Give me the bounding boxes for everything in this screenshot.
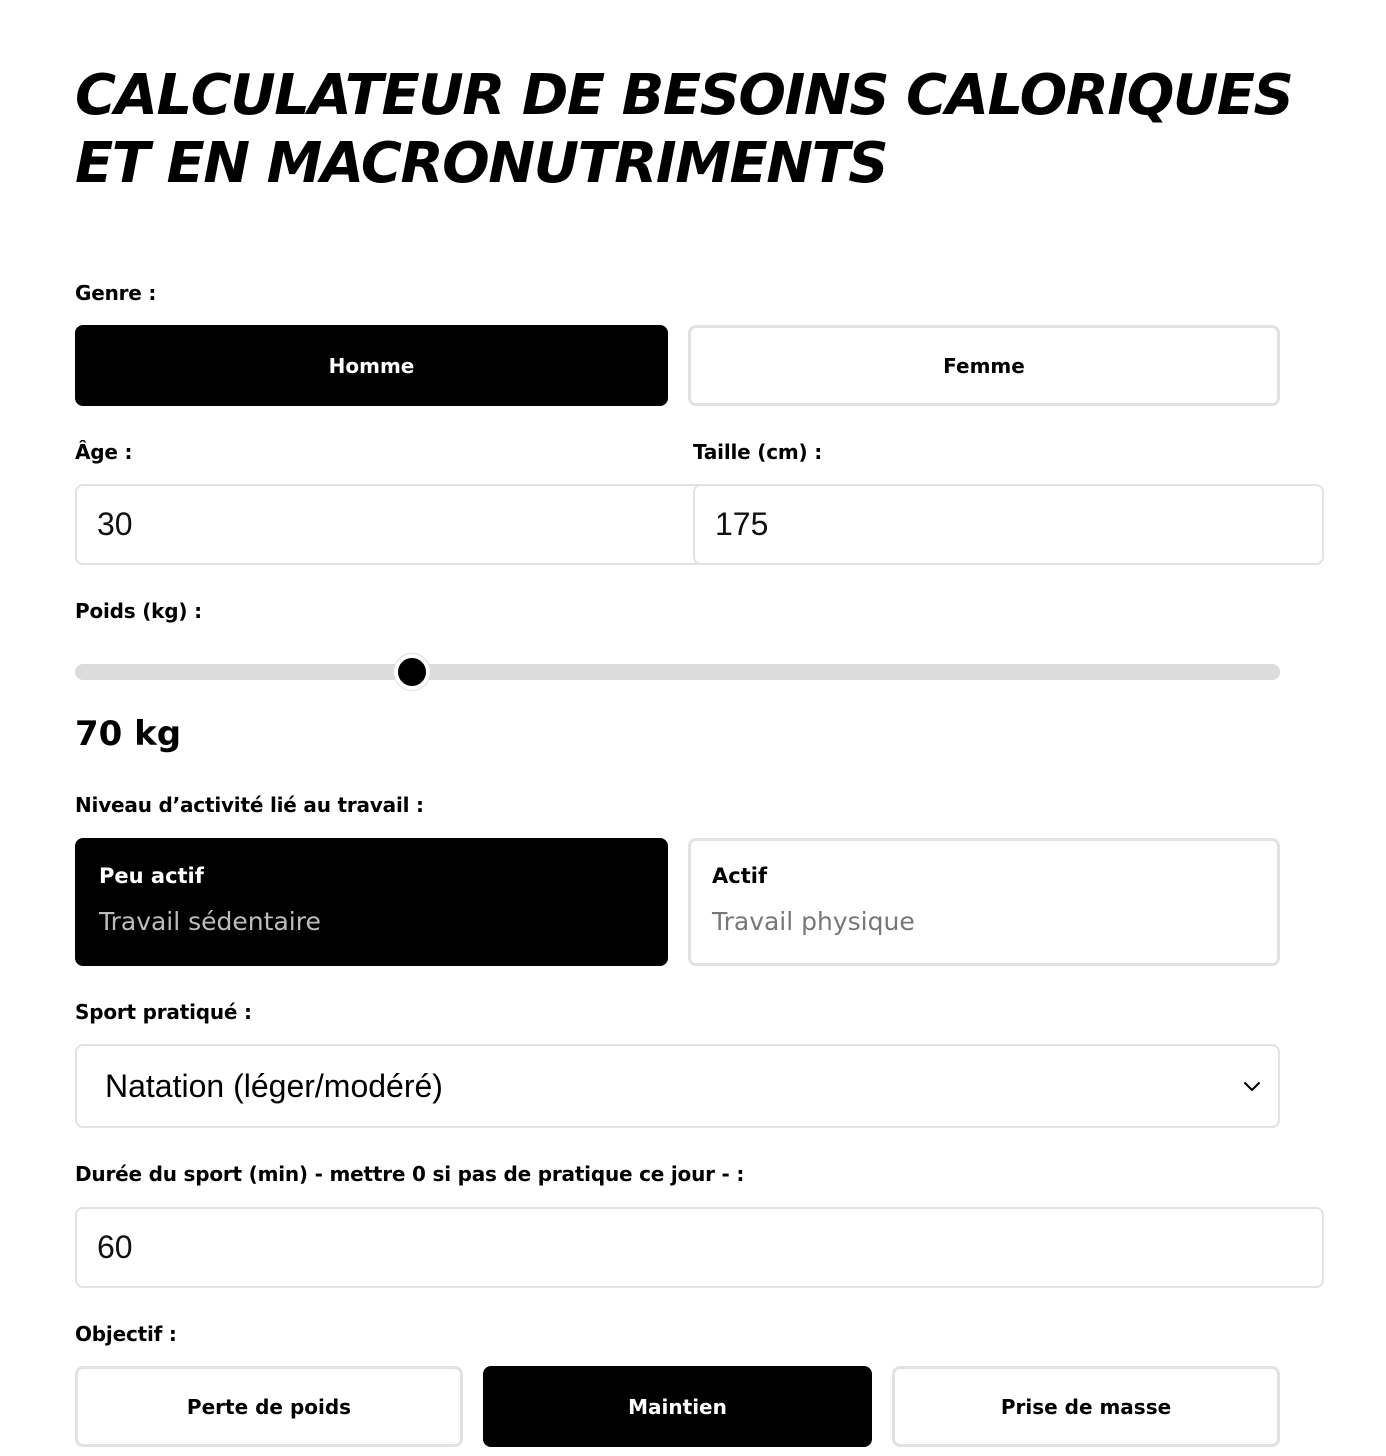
age-label: Âge : — [75, 440, 133, 464]
weight-slider-handle[interactable] — [394, 654, 430, 690]
duration-input[interactable] — [75, 1207, 1324, 1288]
sport-select[interactable] — [75, 1044, 1280, 1128]
height-input[interactable] — [693, 484, 1324, 565]
objective-label: Objectif : — [75, 1322, 177, 1346]
page-title-line-2: ET EN MACRONUTRIMENTS — [75, 131, 888, 196]
page-title — [75, 62, 1325, 198]
gender-option-femme[interactable]: Femme — [688, 325, 1280, 406]
activity-option-peu-actif[interactable] — [75, 838, 668, 966]
activity-option-actif[interactable] — [688, 838, 1280, 966]
activity-option-subtitle: Travail sédentaire — [99, 907, 321, 936]
chevron-down-icon — [1240, 1074, 1264, 1098]
objective-option-prise-de-masse[interactable]: Prise de masse — [892, 1366, 1280, 1447]
height-label: Taille (cm) : — [693, 440, 822, 464]
duration-label: Durée du sport (min) - mettre 0 si pas de pratique ce jour - : — [75, 1162, 745, 1186]
weight-label: Poids (kg) : — [75, 599, 202, 623]
gender-label: Genre : — [75, 281, 157, 305]
activity-option-title: Peu actif — [99, 864, 204, 888]
weight-slider-track[interactable] — [75, 664, 1280, 680]
objective-option-perte-de-poids[interactable]: Perte de poids — [75, 1366, 463, 1447]
gender-option-homme[interactable]: Homme — [75, 325, 668, 406]
activity-label: Niveau d’activité lié au travail : — [75, 793, 424, 817]
activity-option-subtitle: Travail physique — [712, 907, 915, 936]
activity-option-title: Actif — [712, 864, 768, 888]
sport-label: Sport pratiqué : — [75, 1000, 252, 1024]
age-input[interactable] — [75, 484, 705, 565]
page-title-line-1: CALCULATEUR DE BESOINS CALORIQUES — [75, 63, 1293, 128]
sport-select-value: Natation (léger/modéré) — [105, 1067, 443, 1104]
weight-value: 70 kg — [75, 714, 182, 754]
objective-option-maintien[interactable]: Maintien — [483, 1366, 872, 1447]
